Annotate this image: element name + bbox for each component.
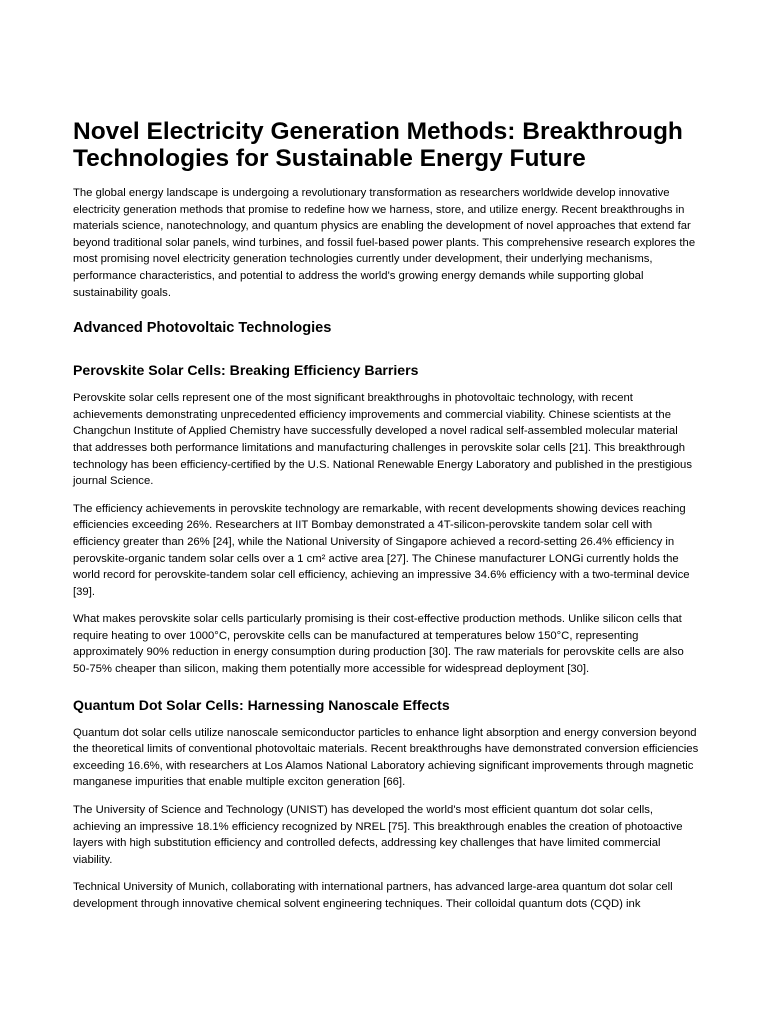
subsection-heading-quantum-dot: Quantum Dot Solar Cells: Harnessing Nanoscale Effects: [73, 696, 450, 713]
perovskite-paragraph-3: What makes perovskite solar cells particularly promising is their cost-effective production methods. Unlike silicon cells that require heating to over 1000°C, perovskite cells can be manufactured at temperatures below 150°C, representing approximately 90% reduction in energy consumption during production [30]. The raw materials for perovskite cells are also 50-75% cheaper than silicon, making them potentially more accessible for widespread deployment [30].: [73, 613, 684, 676]
perovskite-paragraph-2: The efficiency achievements in perovskite technology are remarkable, with recent developments showing devices reaching efficiencies exceeding 26%. Researchers at IIT Bombay demonstrated a 4T-silicon-perovskite tandem solar cell with efficiency greater than 26% [24], while the National University of Singapore achieved a record-setting 26.4% efficiency in perovskite-organic tandem solar cells over a 1 cm² active area [27]. The Chinese manufacturer LONGi currently holds the world record for perovskite-tandem solar cell efficiency, achieving an impressive 34.6% efficiency with a two-terminal device [39].: [73, 502, 690, 598]
intro-paragraph: The global energy landscape is undergoing a revolutionary transformation as researchers worldwide develop innovative electricity generation methods that promise to redefine how we harness, store, and utilize energy. Recent breakthroughs in materials science, nanotechnology, and quantum physics are enabling the development of novel approaches that extend far beyond traditional solar panels, wind turbines, and fossil fuel-based power plants. This comprehensive research explores the most promising novel electricity generation technologies currently under development, their underlying mechanisms, performance characteristics, and potential to address the world's growing energy demands while supporting global sustainability goals.: [73, 187, 696, 299]
perovskite-paragraph-1: Perovskite solar cells represent one of the most significant breakthroughs in photovoltaic technology, with recent achievements demonstrating unprecedented efficiency improvements and commercial viability. Chinese scientists at the Changchun Institute of Applied Chemistry have successfully developed a novel radical self-assembled molecular material that addresses both performance limitations and manufacturing challenges in perovskite solar cells [21]. This breakthrough technology has been efficiency-certified by the U.S. National Renewable Energy Laboratory and published in the prestigious journal Science.: [73, 392, 692, 488]
document-page: [73, 118, 699, 924]
section-heading-photovoltaic: Advanced Photovoltaic Technologies: [73, 320, 332, 337]
quantum-dot-paragraph-2: The University of Science and Technology (UNIST) has developed the world's most efficient quantum dot solar cells, achieving an impressive 18.1% efficiency recognized by NREL [75]. This breakthrough enables the creation of photoactive layers with high substitution efficiency and controlled defects, addressing key challenges that have limited commercial viability.: [73, 804, 683, 866]
quantum-dot-paragraph-1: Quantum dot solar cells utilize nanoscale semiconductor particles to enhance light absorption and energy conversion beyond the theoretical limits of conventional photovoltaic materials. Recent breakthroughs have demonstrated conversion efficiencies exceeding 16.6%, with researchers at Los Alamos National Laboratory achieving significant improvements through magnetic manganese impurities that enable multiple exciton generation [66].: [73, 726, 699, 789]
subsection-heading-perovskite: Perovskite Solar Cells: Breaking Efficiency Barriers: [73, 362, 419, 379]
quantum-dot-paragraph-3: Technical University of Munich, collaborating with international partners, has advanced large-area quantum dot solar cell development through innovative chemical solvent engineering techniques. Their colloidal quantum dots (CQD) ink: [73, 881, 673, 910]
document-title: Novel Electricity Generation Methods: Breakthrough Technologies for Sustainable Energy Future: [73, 118, 683, 172]
